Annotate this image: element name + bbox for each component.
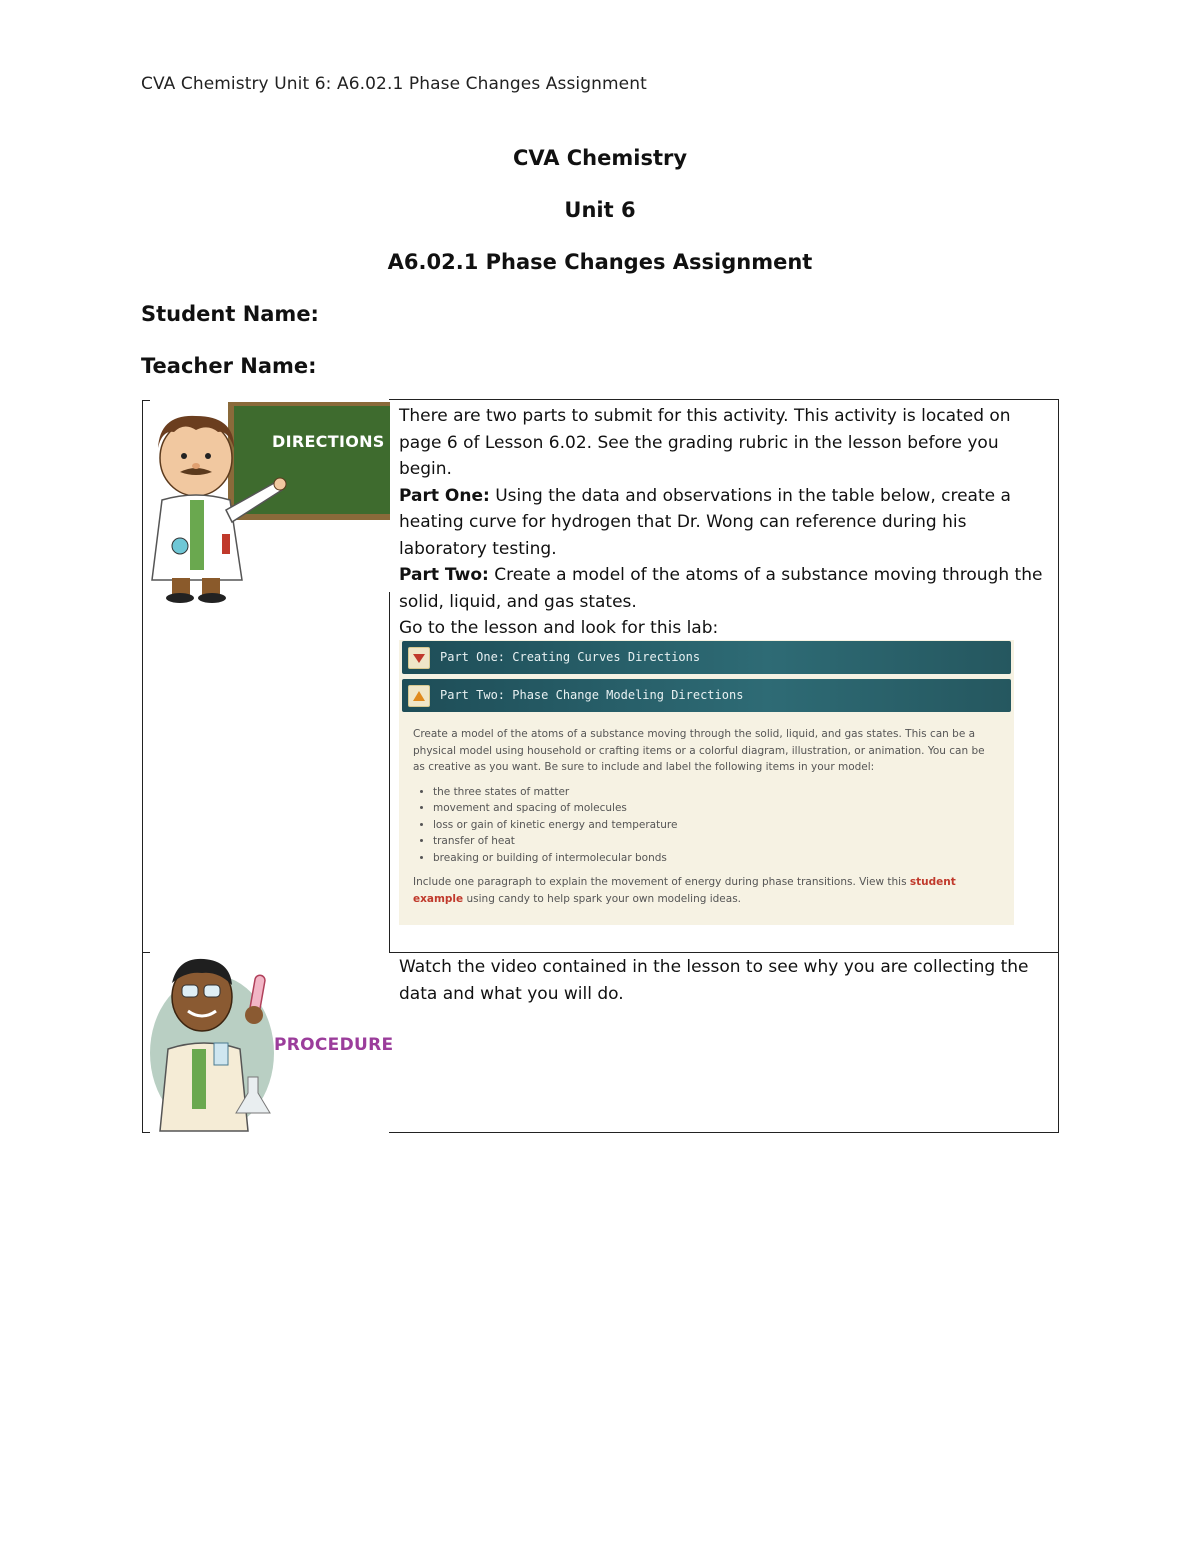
closing-text-end: using candy to help spark your own modeling ideas.: [463, 892, 742, 905]
list-item: • movement and spacing of molecules: [433, 800, 993, 817]
part-one-text: Using the data and observations in the table below, create a heating curve for hydrogen that Dr. Wong can reference during his laboratory testing.: [399, 485, 1011, 559]
part-two-paragraph: [399, 562, 1049, 615]
list-item: • breaking or building of intermolecular bonds: [433, 850, 993, 867]
directions-intro: There are two parts to submit for this activity. This activity is located on page 6 of Lesson 6.02. See the grading rubric in the lesson before you begin.: [399, 406, 1011, 479]
model-items-list: [433, 784, 993, 867]
assignment-title: A6.02.1 Phase Changes Assignment: [387, 250, 813, 274]
accordion-part-one-label: Part One: Creating Curves Directions: [440, 650, 701, 664]
list-item: • loss or gain of kinetic energy and temperature: [433, 817, 993, 834]
accordion-part-two-label: Part Two: Phase Change Modeling Directions: [440, 688, 744, 702]
accordion-part-one: [402, 641, 1011, 674]
teacher-name-label: Teacher Name:: [141, 354, 317, 378]
directions-cell: [399, 403, 1049, 642]
procedure-text: Watch the video contained in the lesson to see why you are collecting the data and what you will do.: [399, 957, 1029, 1004]
accordion-body-closing: [413, 874, 993, 907]
go-to-lesson-text: Go to the lesson and look for this lab:: [399, 618, 719, 638]
procedure-cell: [399, 954, 1049, 1007]
course-title: CVA Chemistry: [512, 146, 688, 170]
procedure-clipart: [148, 953, 394, 1133]
directions-clipart-label: DIRECTIONS: [272, 432, 385, 451]
expand-arrow-icon: [408, 647, 430, 669]
part-one-paragraph: [399, 483, 1049, 563]
unit-title: Unit 6: [564, 198, 636, 222]
part-two-text: Create a model of the atoms of a substance moving through the solid, liquid, and gas states.: [399, 565, 1043, 612]
student-example-link[interactable]: student example: [413, 876, 956, 905]
accordion-part-two: [402, 679, 1011, 712]
part-one-label: Part One:: [399, 485, 490, 506]
closing-text: Include one paragraph to explain the movement of energy during phase transitions. View this: [413, 876, 910, 888]
list-item: • the three states of matter: [433, 784, 993, 801]
collapse-arrow-icon: [408, 685, 430, 707]
lab-screenshot: [399, 640, 1014, 925]
running-header: CVA Chemistry Unit 6: A6.02.1 Phase Changes Assignment: [141, 74, 647, 94]
student-name-label: Student Name:: [141, 302, 319, 326]
list-item: • transfer of heat: [433, 833, 993, 850]
scientist-teacher-icon: [148, 400, 390, 605]
accordion-body: [413, 726, 993, 907]
directions-clipart: [148, 400, 390, 605]
procedure-clipart-label: PROCEDURE: [274, 1035, 394, 1055]
accordion-body-intro: Create a model of the atoms of a substance moving through the solid, liquid, and gas states. This can be a physical model using household or crafting items or a colorful diagram, illustration, or animation. You can be as creative as you want. Be sure to include and label the following items in your model:: [413, 728, 985, 773]
part-two-label: Part Two:: [399, 565, 489, 585]
